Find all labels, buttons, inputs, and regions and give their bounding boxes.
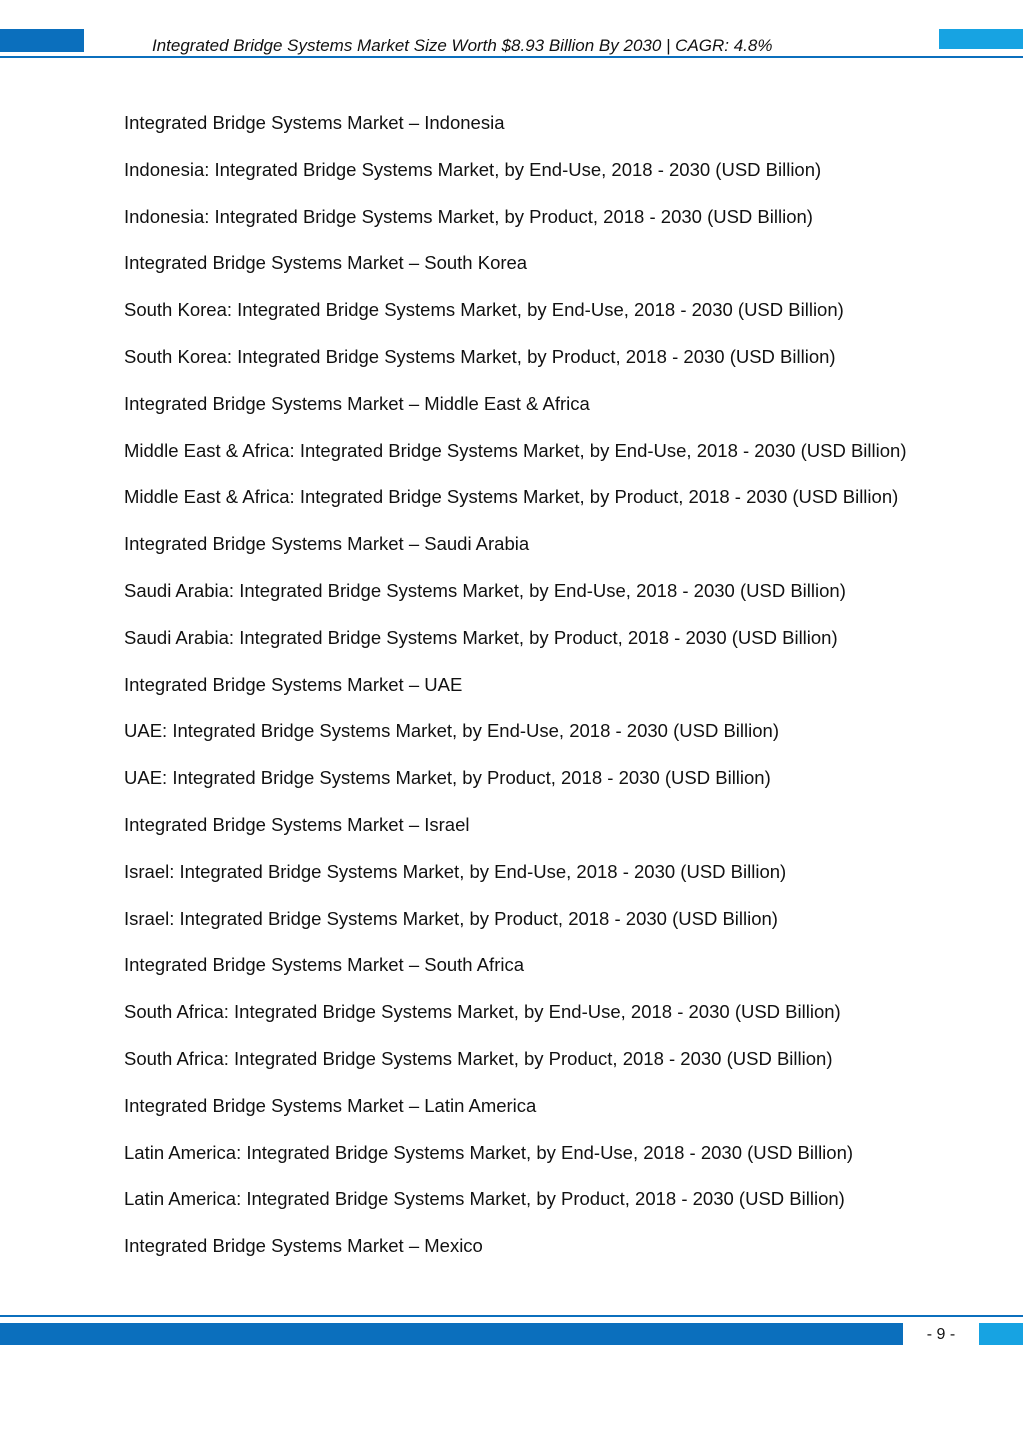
list-item: Integrated Bridge Systems Market – Israel — [124, 813, 470, 835]
list-item: UAE: Integrated Bridge Systems Market, by End-Use, 2018 - 2030 (USD Billion) — [124, 720, 779, 742]
list-item: Israel: Integrated Bridge Systems Market, by Product, 2018 - 2030 (USD Billion) — [124, 907, 778, 929]
list-item: South Korea: Integrated Bridge Systems Market, by End-Use, 2018 - 2030 (USD Billion) — [124, 299, 844, 321]
list-item: Integrated Bridge Systems Market – Saudi Arabia — [124, 533, 530, 555]
list-item: Israel: Integrated Bridge Systems Market, by End-Use, 2018 - 2030 (USD Billion) — [124, 860, 787, 882]
list-item: South Africa: Integrated Bridge Systems Market, by Product, 2018 - 2030 (USD Billion) — [124, 1047, 833, 1069]
list-item: Integrated Bridge Systems Market – Indonesia — [124, 112, 505, 133]
list-item: Middle East & Africa: Integrated Bridge Systems Market, by Product, 2018 - 2030 (USD Billion) — [124, 486, 899, 508]
list-item: Integrated Bridge Systems Market – Middle East & Africa — [124, 392, 590, 414]
page-header-title: Integrated Bridge Systems Market Size Worth $8.93 Billion By 2030 | CAGR: 4.8% — [152, 36, 773, 55]
list-item: Latin America: Integrated Bridge Systems Market, by End-Use, 2018 - 2030 (USD Billion) — [124, 1141, 854, 1163]
list-item: UAE: Integrated Bridge Systems Market, by Product, 2018 - 2030 (USD Billion) — [124, 767, 771, 789]
list-item: Indonesia: Integrated Bridge Systems Market, by Product, 2018 - 2030 (USD Billion) — [124, 205, 813, 227]
list-item: Integrated Bridge Systems Market – South Korea — [124, 252, 528, 274]
list-item: Integrated Bridge Systems Market – UAE — [124, 673, 463, 695]
footer-accent-block-right — [979, 1323, 1023, 1345]
list-item: Indonesia: Integrated Bridge Systems Market, by End-Use, 2018 - 2030 (USD Billion) — [124, 158, 822, 180]
list-item: South Africa: Integrated Bridge Systems Market, by End-Use, 2018 - 2030 (USD Billion) — [124, 1001, 841, 1023]
footer-divider — [0, 1315, 1023, 1317]
list-item: South Korea: Integrated Bridge Systems Market, by Product, 2018 - 2030 (USD Billion) — [124, 345, 836, 367]
list-item: Middle East & Africa: Integrated Bridge Systems Market, by End-Use, 2018 - 2030 (USD Billion) — [124, 439, 907, 461]
list-item: Integrated Bridge Systems Market – Latin America — [124, 1094, 537, 1116]
page-number: - 9 - — [926, 1326, 956, 1343]
list-item: Saudi Arabia: Integrated Bridge Systems Market, by End-Use, 2018 - 2030 (USD Billion) — [124, 579, 846, 601]
header-divider — [0, 56, 1023, 58]
footer-accent-bar — [0, 1323, 903, 1345]
table-of-contents-list — [124, 112, 914, 1282]
list-item: Latin America: Integrated Bridge Systems Market, by Product, 2018 - 2030 (USD Billion) — [124, 1188, 845, 1210]
list-item: Integrated Bridge Systems Market – South Africa — [124, 954, 524, 976]
list-item: Integrated Bridge Systems Market – Mexico — [124, 1235, 483, 1257]
list-item: Saudi Arabia: Integrated Bridge Systems Market, by Product, 2018 - 2030 (USD Billion) — [124, 626, 838, 648]
header-accent-block-left — [0, 29, 84, 52]
header-accent-block-right — [939, 29, 1023, 49]
